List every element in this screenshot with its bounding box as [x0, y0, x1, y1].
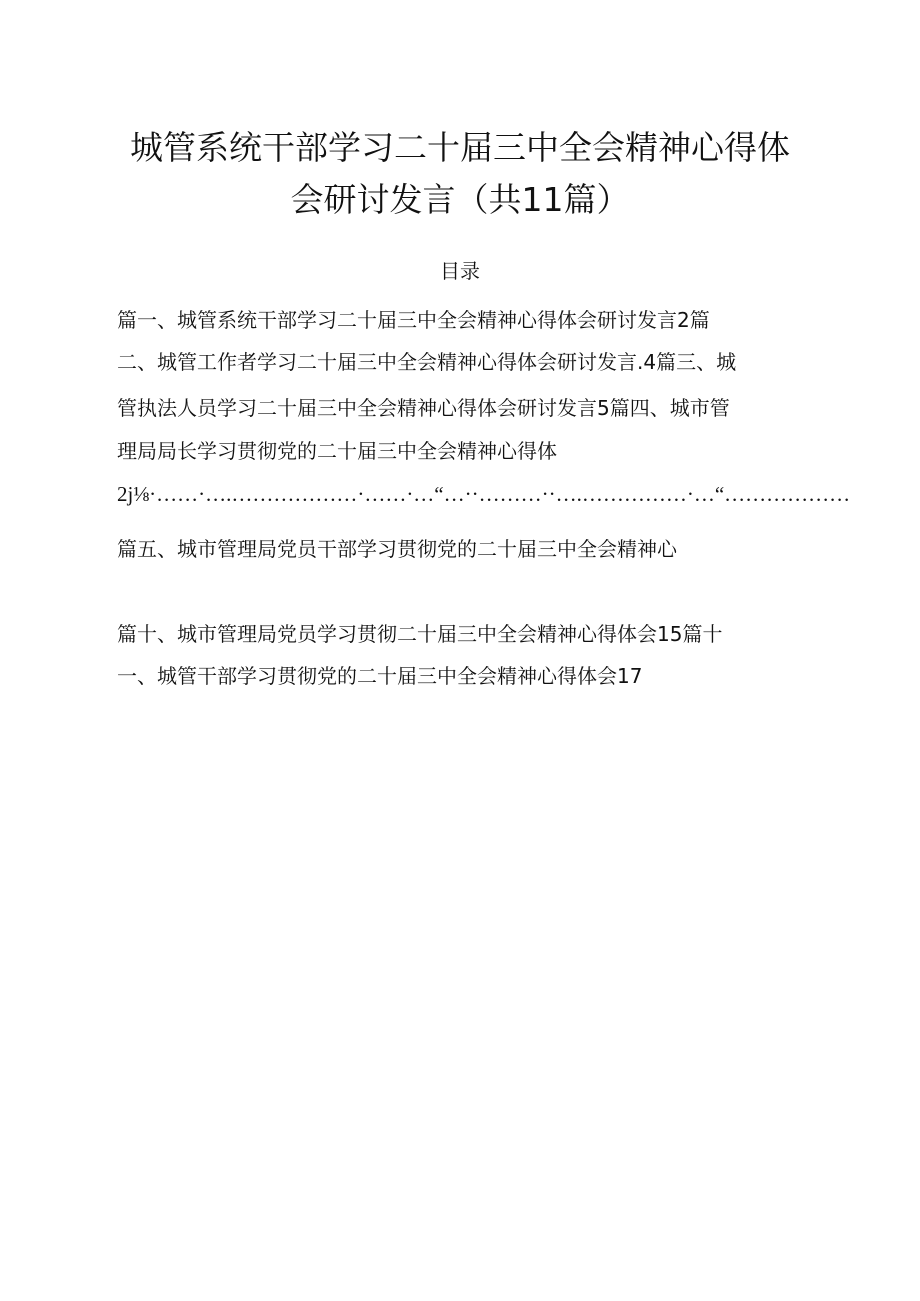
- toc-line-2: 二、城管工作者学习二十届三中全会精神心得体会研讨发言.4篇三、城: [117, 350, 737, 374]
- toc-line-6: 篇五、城市管理局党员干部学习贯彻党的二十届三中全会精神心: [117, 537, 677, 561]
- toc-line-5-leader: 2j⅛·……·….………………·……·…“…··………··….……………·…“………………: [117, 482, 851, 506]
- document-title-line-2: 会研讨发言（共11篇）: [290, 180, 630, 219]
- toc-line-8: 一、城管干部学习贯彻党的二十届三中全会精神心得体会17: [117, 664, 643, 688]
- toc-line-1: 篇一、城管系统干部学习二十届三中全会精神心得体会研讨发言2篇: [117, 308, 710, 332]
- toc-heading: 目录: [440, 259, 480, 283]
- toc-line-7: 篇十、城市管理局党员学习贯彻二十届三中全会精神心得体会15篇十: [117, 622, 723, 646]
- toc-line-4: 理局局长学习贯彻党的二十届三中全会精神心得体: [117, 439, 557, 463]
- toc-line-3: 管执法人员学习二十届三中全会精神心得体会研讨发言5篇四、城市管: [117, 396, 730, 420]
- document-title-line-1: 城管系统干部学习二十届三中全会精神心得体: [130, 128, 790, 167]
